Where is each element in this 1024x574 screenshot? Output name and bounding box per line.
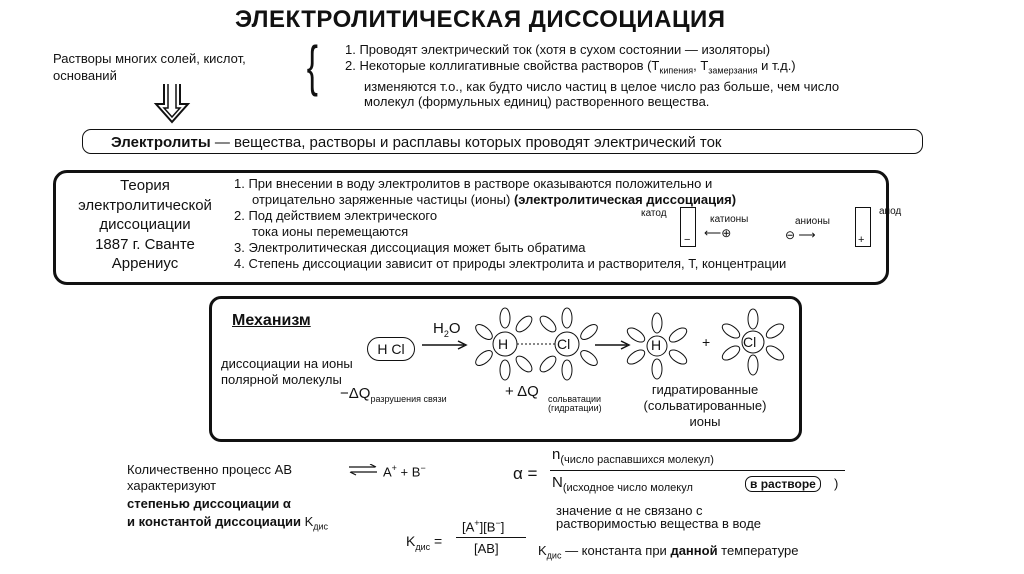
- energy-bond: $-\Delta Q_{разрушения связи}$: [340, 385, 447, 404]
- quant-line-1: Количественно процесс AB: [127, 462, 292, 477]
- property-2-line2: изменяются т.о., как будто число частиц в целое число раз больше, чем число: [364, 78, 840, 94]
- quant-line-4: и константой диссоциации $K_{дис}$: [127, 514, 329, 532]
- anion-arrow: ⊖ ⟶: [785, 228, 816, 242]
- h-atom-1: H: [498, 336, 509, 352]
- alpha-note: значение α не связано с растворимостью вещества в воде: [556, 503, 762, 531]
- left-brace: {: [306, 34, 318, 97]
- property-1: 1. Проводят электрический ток (хотя в сухом состоянии — изоляторы): [345, 42, 771, 57]
- anode-label: анод: [879, 206, 902, 217]
- anode-electrode: +: [855, 207, 871, 247]
- alpha-numerator: $n_{(число распавшихся молекул)}$: [552, 446, 714, 466]
- hydrated-ions-label: гидратированные (сольватированные) ионы: [643, 382, 767, 429]
- alpha-denominator: $N_{(исходное число молекул}$: [552, 474, 693, 494]
- definition-box: [82, 129, 923, 154]
- energy-solvation: + ΔQ: [505, 383, 539, 400]
- water-label: $H_2O$: [433, 320, 461, 339]
- hcl-molecule: H Cl: [367, 337, 415, 361]
- theory-item-2-line2: тока ионы перемещаются: [252, 224, 409, 239]
- plus-sign: +: [702, 334, 711, 350]
- definition-term: Электролиты: [111, 134, 211, 151]
- h-atom-2: H: [651, 337, 662, 353]
- intro-text: Растворы многих солей, кислот, оснований: [53, 51, 246, 83]
- cation-arrow: ⟵⊕: [704, 226, 732, 240]
- property-2-line3: молекул (формульных единиц) растворенного вещества.: [364, 94, 710, 110]
- cathode-label: катод: [641, 208, 667, 219]
- theory-item-4: 4. Степень диссоциации зависит от природы электролита и растворителя, T, концентрации: [234, 256, 787, 271]
- property-2: 2. Некоторые коллигативные свойства растворов ($T_{кипения}$, $T_{замерзания}$ и т.д.): [345, 57, 796, 76]
- kdis-numerator: [A+][B−]: [462, 518, 505, 535]
- cations-label: катионы: [710, 214, 749, 225]
- theory-item-2: 2. Под действием электрического: [234, 208, 438, 223]
- energy-solvation-sub: сольватации (гидратации): [548, 394, 602, 413]
- cl-atom-1: Cl: [557, 336, 571, 352]
- mechanism-description: диссоциации на ионы полярной молекулы: [221, 356, 353, 387]
- kdis-denominator: [AB]: [474, 541, 499, 556]
- anions-label: анионы: [795, 216, 830, 227]
- theory-item-3: 3. Электролитическая диссоциация может быть обратима: [234, 240, 586, 255]
- theory-item-1-line2: отрицательно заряженные частицы (ионы) (электролитическая диссоциация): [252, 192, 737, 207]
- theory-item-1: 1. При внесении в воду электролитов в растворе оказываются положительно и: [234, 176, 713, 191]
- mechanism-title: Механизм: [232, 312, 311, 329]
- reaction-arrow-1: [420, 340, 470, 350]
- in-solution-badge: в растворе: [745, 476, 821, 492]
- products: A+ + B−: [383, 463, 426, 480]
- page-title: ЭЛЕКТРОЛИТИЧЕСКАЯ ДИССОЦИАЦИЯ: [235, 6, 726, 33]
- theory-title: Теория электролитической диссоциации 1887 г. Сванте Аррениус: [78, 177, 212, 272]
- kdis-fraction-line: [456, 537, 526, 538]
- kdis-constant-note: $K_{дис}$ — константа при данной температуре: [538, 543, 799, 561]
- quant-line-3: степенью диссоциации α: [127, 496, 291, 511]
- alpha-fraction-line: [550, 470, 845, 471]
- solvated-hcl-diagram: [472, 304, 600, 384]
- definition-text: — вещества, растворы и расплавы которых проводят электрический ток: [210, 134, 722, 151]
- close-paren: ): [834, 476, 839, 491]
- cathode-electrode: −: [680, 207, 696, 247]
- equilibrium-arrows-icon: [347, 464, 379, 476]
- kdis-label: $K_{дис}$ =: [406, 533, 443, 552]
- cl-atom-2: Cl: [743, 334, 757, 350]
- properties-list: [345, 42, 905, 110]
- double-arrow-down-icon: [152, 84, 192, 124]
- quant-line-2: характеризуют: [127, 478, 217, 493]
- alpha-label: α =: [513, 464, 538, 483]
